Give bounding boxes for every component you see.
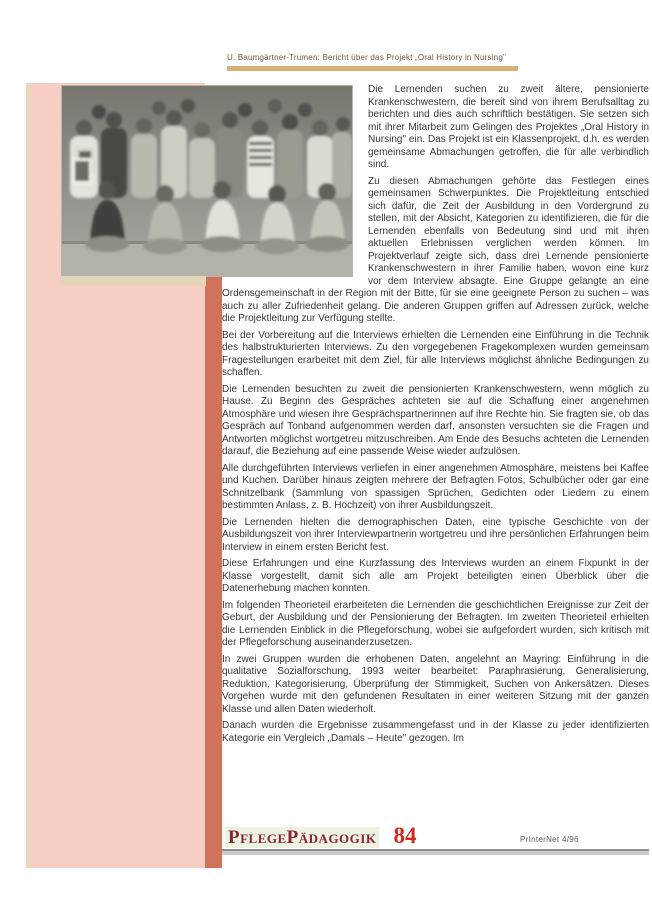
paragraph: Danach wurden die Ergebnisse zusammengefasst und in der Klasse zu jeder identifizierten Kategorie ein Vergleich „Damals – Heute" gezogen. Im [222, 720, 649, 744]
paragraph: Diese Erfahrungen und eine Kurzfassung des Interviews wurden an einem Fixpunkt in der Klasse vorgestellt, damit sich alle am Projekt beteiligten einen Überblick über die Datenerhebung machen konnten. [222, 558, 649, 594]
paragraph: Die Lernenden suchen zu zweit ältere, pensionierte Krankenschwestern, die bereit sind von ihrem Berufsalltag zu berichten und dies auch schriftlich bestätigen. Sie setzen sich mit ihrer Mitarbeit zum Gelingen des Projektes „Oral History in Nursing" ein. Das Projekt ist ein Klassenprojekt, d.h. es werden gemeinsame Abmachungen getroffen, die für alle verbindlich sind. [368, 84, 649, 170]
issue-label: PrInterNet 4/96 [520, 835, 579, 844]
paragraph: Bei der Vorbereitung auf die Interviews erhielten die Lernenden eine Einführung in die Technik des halbstrukturierten Interviews. Zu den vorgegebenen Fragekomplexen wurden gemeinsam Fragestellungen erarbeitet mit dem Ziel, für alle Interviews möglichst ähnliche Bedingungen zu schaffen. [222, 329, 649, 378]
paragraph: In zwei Gruppen wurden die erhobenen Daten, angelehnt an Mayring: Einführung in die qualitative Sozialforschung, 1993 weiter bearbeitet: Paraphrasierung, Generalisierung, Reduktion, Kategorisierung, Überprüfung der Stimmigkeit, Suchen von Ankersätzen. Dieses Vorgehen wurde mit den gefundenen Resultaten in einer weiteren Sitzung mit der ganzen Klasse und allen Daten wiederholt. [222, 653, 649, 715]
running-head: U. Baumgärtner-Trumen: Bericht über das Projekt „Oral History in Nursing" [227, 53, 507, 62]
article-body [222, 84, 649, 749]
photo-flow-spacer [222, 84, 368, 283]
page-number: 84 [393, 823, 417, 848]
footer-journal-mark [225, 823, 416, 849]
paragraph: Im folgenden Theorieteil erarbeiteten die Lernenden die geschichtlichen Ereignisse zur Zeit der Geburt, der Ausbildung und der Pensionierung der Befragten. Im zweiten Theorieteil erhielten die Lernenden Einblick in die Pflegeforschung, wobei sie aufgefordert wurden, sich kritisch mit der Pflegeforschung auseinanderzusetzen. [222, 599, 649, 648]
running-head-underline [227, 66, 518, 71]
journal-name: PflegePädagogik [225, 827, 379, 848]
paragraph: Zu diesen Abmachungen gehörte das Festlegen eines gemeinsamen Schwerpunktes. Die Projektleitung entschied sich dafür, die Zeit der Ausbildung in den Vordergrund zu stellen, mit der Absicht, Kategorien zu identifizieren, die für die Lernenden ebenfalls von Bedeutung sind und mit ihren aktuellen Erlebnissen verglichen werden können. Im Projektverlauf zeigte sich, dass drei Lernende pensionierte Krankenschwestern in ihrer Familie haben, wovon eine kurz vor dem Interview absagte. Eine Gruppe gelangte an eine Ordensgemeinschaft in der Region mit der Bitte, für sie eine geeignete Person zu suchen – was auch zu aller Zufriedenheit gelang. Die anderen Gruppen griffen auf Adressen zurück, welche die Projektleitung zur Verfügung stellte. [222, 175, 649, 324]
paragraph: Die Lernenden besuchten zu zweit die pensionierten Krankenschwestern, wenn möglich zu Hause. Zu Beginn des Gespräches achteten sie auf die Schaffung einer angenehmen Atmosphäre und wiesen ihre Gesprächspartnerinnen auf ihre Rechte hin. Sie fragten sie, ob das Gespräch auf Tonband aufgenommen werden darf, ansonsten versuchten sie die Fragen und Antworten möglichst wortgetreu mitzuschreiben. Am Ende des Besuchs achteten die Lernenden darauf, die Beziehung auf eine passende Weise wieder aufzulösen. [222, 383, 649, 457]
footer-rule [222, 849, 649, 855]
paragraph: Die Lernenden hielten die demographischen Daten, eine typische Geschichte von der Ausbildungszeit von ihrer Interviewpartnerin wortgetreu und ihre persönlichen Erfahrungen beim Interview in einem ersten Bericht fest. [222, 516, 649, 553]
photo-bottom-shadow [60, 276, 206, 286]
paragraph: Alle durchgeführten Interviews verliefen in einer angenehmen Atmosphäre, meistens bei Kaffee und Kuchen. Darüber hinaus zeigten mehrere der Befragten Fotos, Schulbücher oder gar eine Schnitzelbank (Sammlung von spassigen Sprüchen, Gedichten oder Liedern zu einem bestimmten Anlass, z. B. Hochzeit) von ihrer Ausbildungszeit. [222, 462, 649, 511]
